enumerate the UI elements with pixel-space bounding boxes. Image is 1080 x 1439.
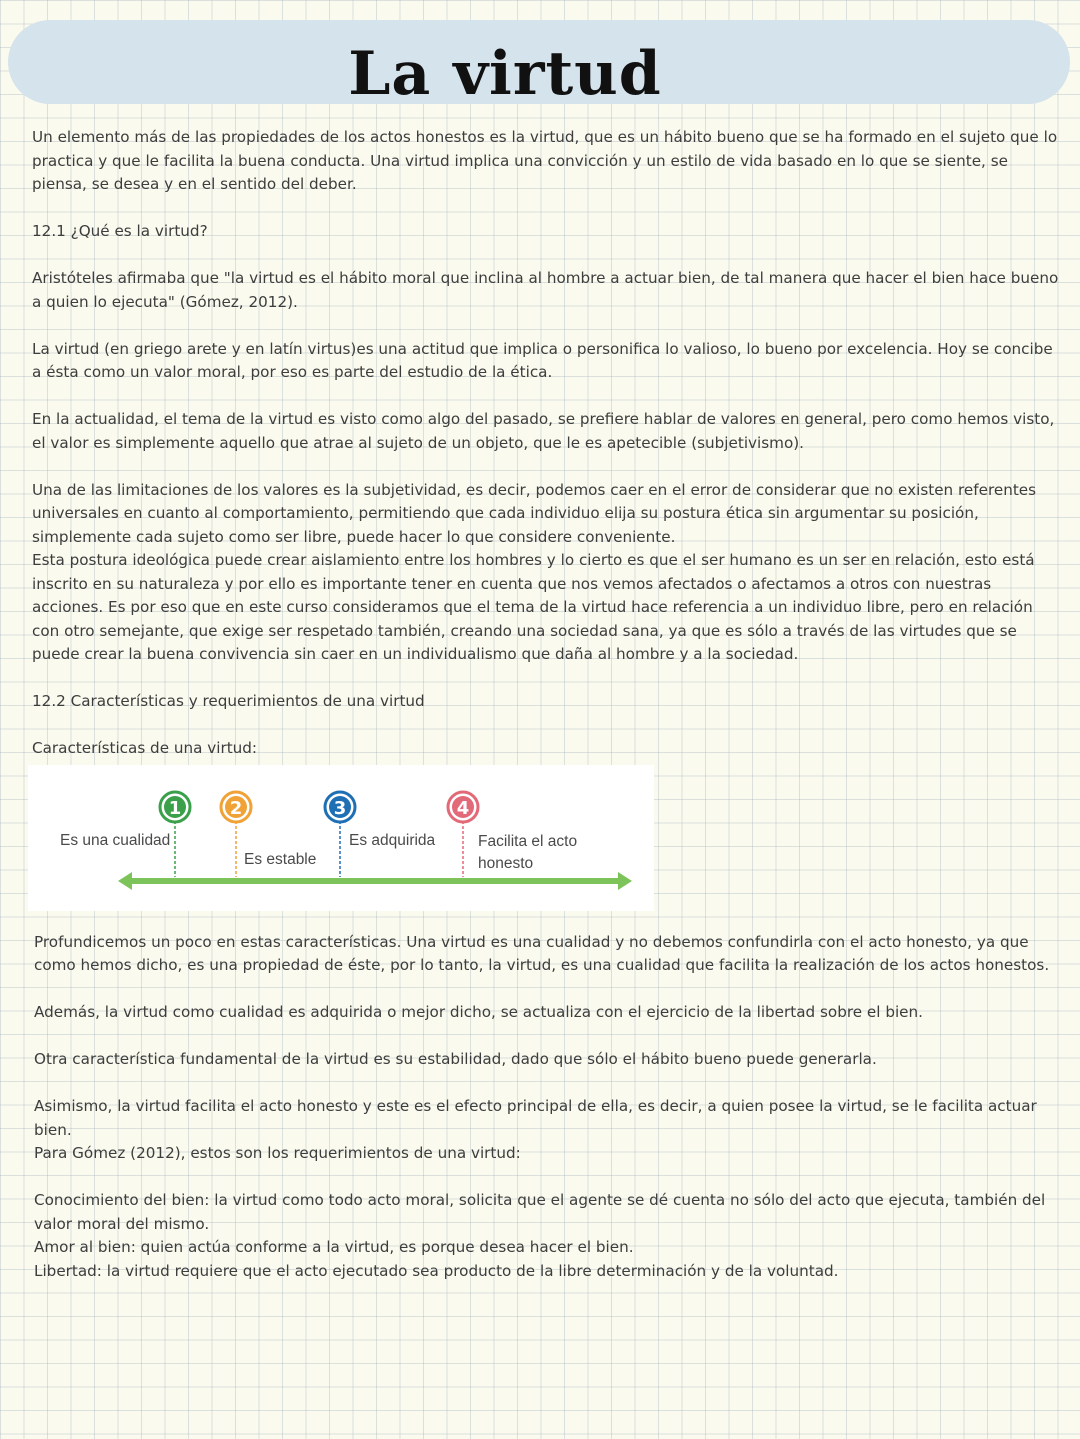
timeline-step-1-label: Es una cualidad — [60, 831, 171, 849]
requirement-knowledge: Conocimiento del bien: la virtud como todo acto moral, solicita que el agente se dé cuenta no sólo del acto que ejecuta, también del valor moral del mismo. — [34, 1191, 1046, 1233]
acquired-paragraph: Además, la virtud como cualidad es adquirida o mejor dicho, se actualiza con el ejercicio de la libertad sobre el bien. — [34, 1003, 923, 1021]
timeline-arrow-left-head — [118, 872, 132, 890]
document-body — [32, 126, 1060, 1283]
section-heading-12-2: 12.2 Características y requerimientos de una virtud — [32, 692, 425, 710]
stability-paragraph: Otra característica fundamental de la virtud es su estabilidad, dado que sólo el hábito bueno puede generarla. — [34, 1050, 877, 1068]
timeline-step-4-number: 4 — [456, 797, 470, 819]
relation-paragraph: Esta postura ideológica puede crear aislamiento entre los hombres y lo cierto es que el ser humano es un ser en relación, esto está inscrito en su naturaleza y por ello es importante tener en cuenta que nos vemos afectados o afectamos a otros con nuestras acciones. Es por eso que en este curso consideramos que el tema de la virtud hace referencia a un individuo libre, pero en relación con otro semejante, que exige ser respetado también, creando una sociedad sana, ya que es sólo a través de las virtudes que se puede crear la buena convivencia sin caer en un individualismo que daña al hombre y a la sociedad. — [32, 551, 1035, 663]
timeline-step-2-label: Es estable — [244, 850, 317, 868]
intro-paragraph: Un elemento más de las propiedades de los actos honestos es la virtud, que es un hábito bueno que se ha formado en el sujeto que lo practica y que le facilita la buena conducta. Una virtud implica una convicción y un estilo de vida basado en lo que se siente, se piensa, se desea y en el sentido del deber. — [32, 128, 1058, 193]
timeline-steps — [60, 792, 577, 877]
timeline-arrow-right-head — [618, 872, 632, 890]
section-heading-12-1: 12.1 ¿Qué es la virtud? — [32, 222, 208, 240]
after-figure-text — [34, 931, 1060, 1284]
facilitates-paragraph: Asimismo, la virtud facilita el acto honesto y este es el efecto principal de ella, es decir, a quien posee la virtud, se le facilita actuar bien. — [34, 1097, 1037, 1139]
timeline-step-3-label: Es adquirida — [349, 831, 436, 849]
aristotle-quote-paragraph: Aristóteles afirmaba que "la virtud es el hábito moral que inclina al hombre a actuar bien, de tal manera que hacer el bien hace bueno a quien lo ejecuta" (Gómez, 2012). — [32, 269, 1059, 311]
requirement-freedom: Libertad: la virtud requiere que el acto ejecutado sea producto de la libre determinación y de la voluntad. — [34, 1261, 839, 1280]
etymology-paragraph: La virtud (en griego arete y en latín virtus)es una actitud que implica o personifica lo valioso, lo bueno por excelencia. Hoy se concibe a ésta como un valor moral, por eso es parte del estudio de la ética. — [32, 339, 1053, 381]
page-title: La virtud — [348, 39, 662, 109]
timeline-step-4-label: Facilita el acto — [478, 832, 578, 850]
timeline-step-1-number: 1 — [168, 797, 182, 819]
requirement-love: Amor al bien: quien actúa conforme a la virtud, es porque desea hacer el bien. — [34, 1238, 634, 1256]
timeline-step-2-number: 2 — [229, 797, 243, 819]
requirements-intro: Para Gómez (2012), estos son los requerimientos de una virtud: — [34, 1144, 521, 1162]
timeline-graphic — [28, 765, 654, 911]
deepening-paragraph: Profundicemos un poco en estas características. Una virtud es una cualidad y no debemos confundirla con el acto honesto, ya que como hemos dicho, es una propiedad de éste, por lo tanto, la virtud, es una cualidad que facilita la realización de los actos honestos. — [34, 932, 1050, 974]
timeline-step-3-number: 3 — [333, 797, 347, 819]
actuality-paragraph: En la actualidad, el tema de la virtud es visto como algo del pasado, se prefiere hablar de valores en general, pero como hemos visto, el valor es simplemente aquello que atrae al sujeto de un objeto, que le es apetecible (subjetivismo). — [32, 410, 1055, 452]
characteristics-heading: Características de una virtud: — [32, 739, 258, 757]
characteristics-timeline-figure — [28, 765, 654, 911]
timeline-step-4-label: honesto — [478, 854, 534, 872]
limitations-paragraph: Una de las limitaciones de los valores es la subjetividad, es decir, podemos caer en el error de considerar que no existen referentes universales en cuanto al comportamiento, permitiendo que cada individuo elija su postura ética sin argumentar su posición, simplemente cada sujeto como ser libre, puede hacer lo que considere conveniente. — [32, 480, 1037, 546]
